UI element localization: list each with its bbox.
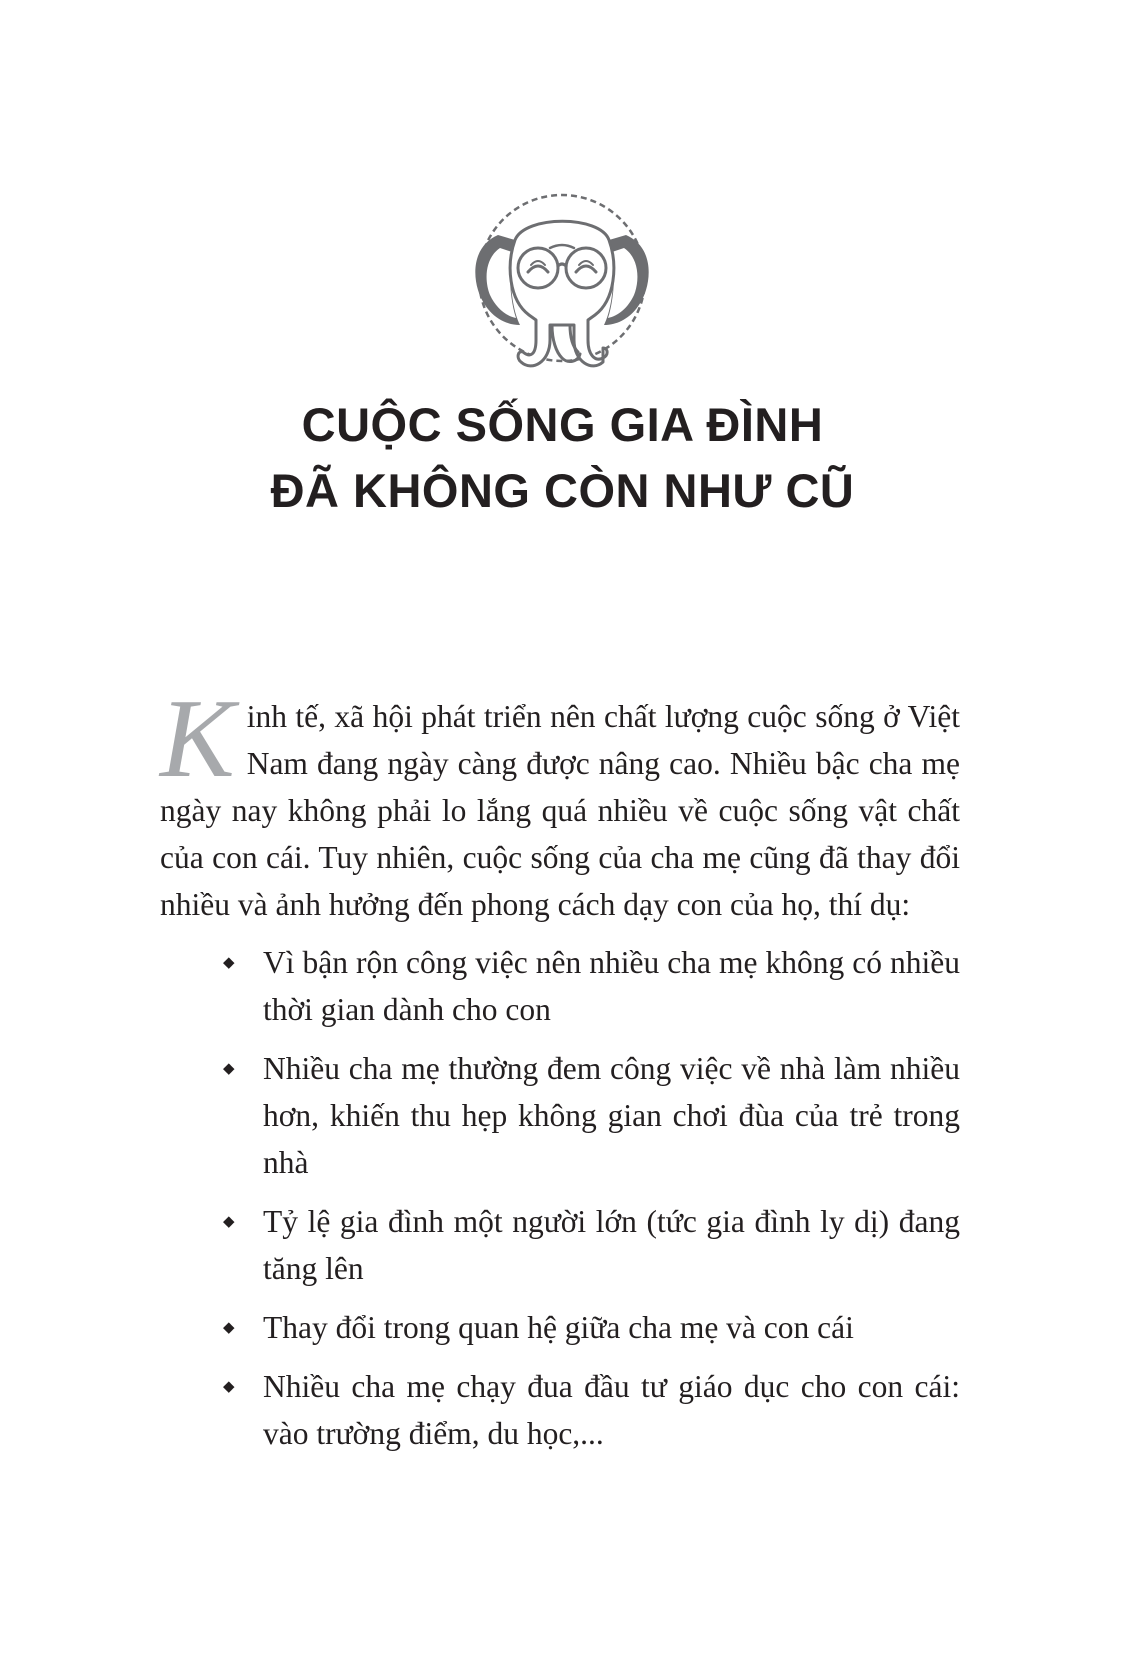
title-line-1: CUỘC SỐNG GIA ĐÌNH xyxy=(301,398,824,451)
diamond-bullet-icon: ◆ xyxy=(223,955,235,971)
diamond-bullet-icon: ◆ xyxy=(223,1379,235,1395)
list-item xyxy=(223,1198,960,1292)
list-item xyxy=(223,1304,960,1351)
list-item xyxy=(223,1045,960,1186)
diamond-bullet-icon: ◆ xyxy=(223,1320,235,1336)
diamond-bullet-icon: ◆ xyxy=(223,1061,235,1077)
list-item-text: Vì bận rộn công việc nên nhiều cha mẹ không có nhiều thời gian dành cho con xyxy=(263,945,960,1027)
elephant-with-glasses-icon xyxy=(470,190,655,380)
list-item-text: Thay đổi trong quan hệ giữa cha mẹ và con cái xyxy=(263,1310,854,1345)
title-line-2: ĐÃ KHÔNG CÒN NHƯ CŨ xyxy=(270,464,855,517)
list-item-text: Nhiều cha mẹ chạy đua đầu tư giáo dục cho con cái: vào trường điểm, du học,... xyxy=(263,1369,960,1451)
list-item xyxy=(223,1363,960,1457)
list-item xyxy=(223,939,960,1033)
body-text xyxy=(160,677,960,1469)
list-item-text: Tỷ lệ gia đình một người lớn (tức gia đình ly dị) đang tăng lên xyxy=(263,1204,960,1286)
drop-cap: K xyxy=(160,677,235,801)
diamond-bullet-icon: ◆ xyxy=(223,1214,235,1230)
list-item-text: Nhiều cha mẹ thường đem công việc về nhà làm nhiều hơn, khiến thu hẹp không gian chơi đùa của trẻ trong nhà xyxy=(263,1051,960,1180)
bullet-list xyxy=(160,939,960,1457)
intro-paragraph xyxy=(160,677,960,928)
page-title xyxy=(0,392,1125,524)
intro-text: inh tế, xã hội phát triển nên chất lượng cuộc sống ở Việt Nam đang ngày càng được nâng cao. Nhiều bậc cha mẹ ngày nay không phải lo lắng quá nhiều về cuộc sống vật chất của con cái. Tuy nhiên, cuộc sống của cha mẹ cũng đã thay đổi nhiều và ảnh hưởng đến phong cách dạy con của họ, thí dụ: xyxy=(160,699,960,922)
